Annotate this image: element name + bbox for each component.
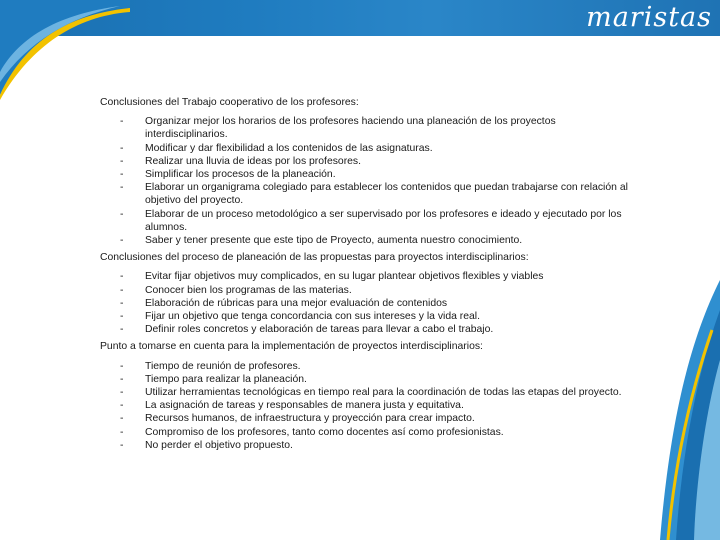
corner-swoosh-bottom-right bbox=[650, 280, 720, 540]
section-heading: Conclusiones del proceso de planeación de las propuestas para proyectos interdisciplinarios: bbox=[100, 252, 529, 264]
list-item: - Evitar fijar objetivos muy complicados, en su lugar plantear objetivos flexibles y viables bbox=[120, 271, 544, 283]
list-item: - Simplificar los procesos de la planeación. bbox=[120, 169, 336, 181]
bullet-list bbox=[100, 270, 635, 336]
list-item: - Modificar y dar flexibilidad a los contenidos de las asignaturas. bbox=[120, 142, 433, 154]
list-item: - Organizar mejor los horarios de los profesores haciendo una planeación de los proyectos interdisciplinarios. bbox=[120, 116, 556, 141]
corner-swoosh-top-left bbox=[0, 0, 130, 100]
list-item: - Tiempo para realizar la planeación. bbox=[120, 373, 307, 385]
list-item: - Elaborar de un proceso metodológico a ser supervisado por los profesores e ideado y ejecutado por los alumnos. bbox=[120, 208, 622, 233]
list-item: - Elaborar un organigrama colegiado para establecer los contenidos que puedan trabajarse con relación al objetivo del proyecto. bbox=[120, 182, 628, 207]
document-body bbox=[100, 96, 635, 456]
list-item: - Realizar una lluvia de ideas por los profesores. bbox=[120, 155, 362, 167]
section-proceso-planeacion bbox=[100, 251, 635, 336]
list-item: - Definir roles concretos y elaboración de tareas para llevar a cabo el trabajo. bbox=[120, 324, 494, 336]
section-heading: Punto a tomarse en cuenta para la implementación de proyectos interdisciplinarios: bbox=[100, 341, 483, 353]
bullet-list bbox=[100, 115, 635, 247]
list-item: - Conocer bien los programas de las materias. bbox=[120, 284, 352, 296]
list-item: - Elaboración de rúbricas para una mejor evaluación de contenidos bbox=[120, 297, 448, 309]
section-heading: Conclusiones del Trabajo cooperativo de los profesores: bbox=[100, 97, 359, 108]
brand-logo: maristas bbox=[586, 2, 712, 33]
list-item: - Compromiso de los profesores, tanto como docentes así como profesionistas. bbox=[120, 426, 504, 438]
list-item: - La asignación de tareas y responsables de manera justa y equitativa. bbox=[120, 400, 464, 412]
bullet-list bbox=[100, 360, 635, 452]
section-trabajo-cooperativo bbox=[100, 96, 635, 247]
list-item: - Tiempo de reunión de profesores. bbox=[120, 360, 301, 372]
list-item: - Recursos humanos, de infraestructura y proyección para crear impacto. bbox=[120, 413, 475, 425]
list-item: - Utilizar herramientas tecnológicas en tiempo real para la coordinación de todas las etapas del proyecto. bbox=[120, 387, 622, 399]
section-implementacion bbox=[100, 340, 635, 452]
list-item: - No perder el objetivo propuesto. bbox=[120, 439, 293, 451]
list-item: - Saber y tener presente que este tipo de Proyecto, aumenta nuestro conocimiento. bbox=[120, 235, 523, 247]
list-item: - Fijar un objetivo que tenga concordancia con sus intereses y la vida real. bbox=[120, 311, 481, 323]
